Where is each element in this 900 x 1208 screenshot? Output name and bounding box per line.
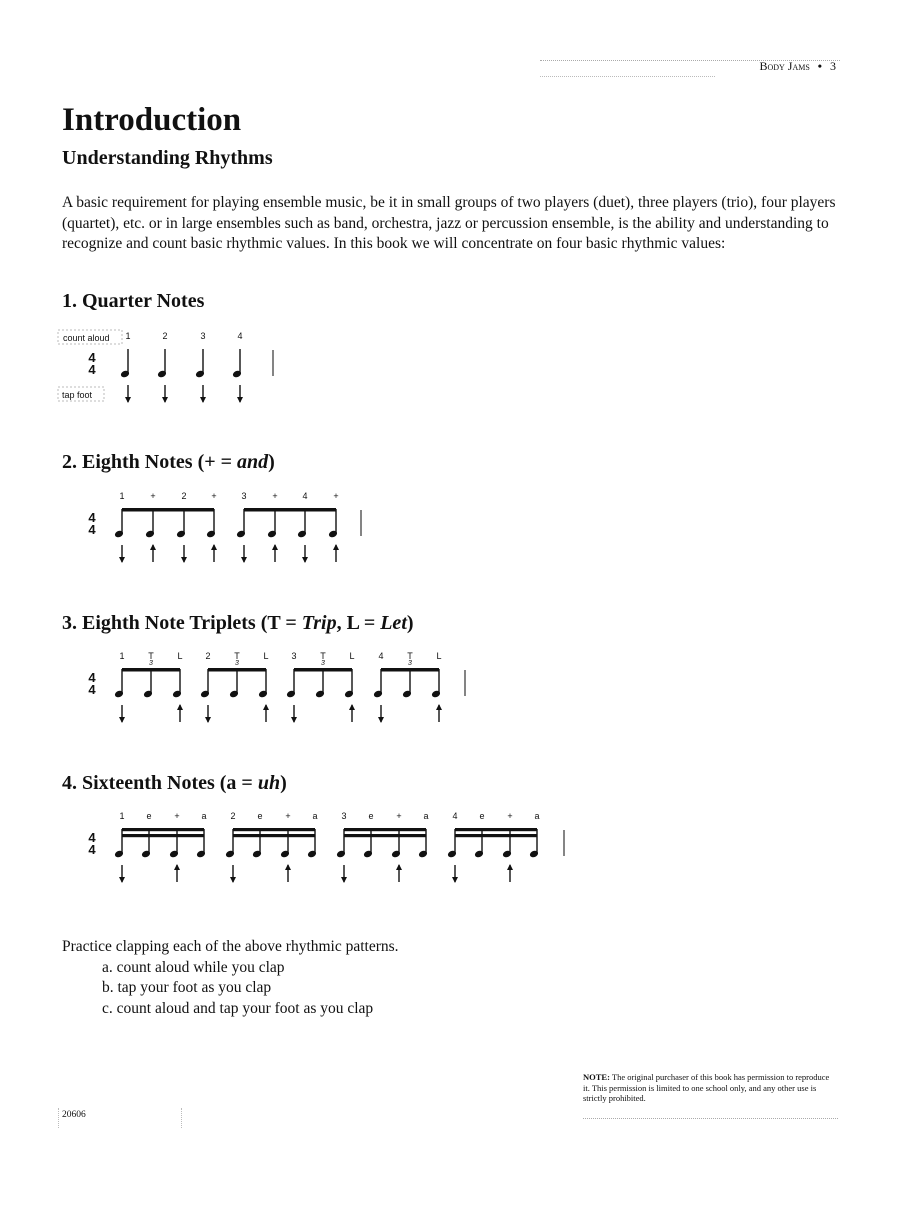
note-rule	[583, 1118, 838, 1119]
count-syllable: T	[407, 651, 413, 661]
time-signature-top: 4	[88, 350, 96, 365]
foot-tap-down-arrow	[162, 397, 168, 403]
practice-item: c. count aloud and tap your foot as you clap	[102, 999, 374, 1017]
count-syllable: 1	[125, 331, 131, 341]
time-signature-top: 4	[88, 670, 96, 685]
foot-tap-up-arrow	[285, 864, 291, 870]
sixteenth-beam-secondary	[233, 834, 315, 837]
foot-tap-up-arrow	[436, 704, 442, 710]
triplet-beam	[122, 668, 180, 672]
count-syllable: e	[146, 811, 152, 821]
foot-tap-down-arrow	[181, 557, 187, 563]
count-syllable: +	[396, 811, 402, 821]
count-syllable: 2	[205, 651, 211, 661]
foot-tap-up-arrow	[211, 544, 217, 550]
count-syllable: 4	[452, 811, 458, 821]
foot-tap-down-arrow	[341, 877, 347, 883]
time-signature-top: 4	[88, 510, 96, 525]
tuplet-number: 3	[149, 660, 153, 667]
section-title-sixteenth-notes	[62, 772, 287, 795]
foot-tap-up-arrow	[507, 864, 513, 870]
sixteenth-beam-primary	[122, 828, 204, 831]
section-title-eighth-notes	[62, 451, 275, 474]
header-rule-lower	[540, 76, 715, 77]
tuplet-number: 3	[321, 660, 325, 667]
foot-tap-down-arrow	[378, 717, 384, 723]
section-title-italic: and	[237, 451, 269, 473]
time-signature-top: 4	[88, 830, 96, 845]
tap-foot-label: tap foot	[62, 390, 93, 400]
eighth-beam	[244, 508, 336, 512]
count-syllable: L	[263, 651, 269, 661]
section-title-mid: , L =	[336, 612, 381, 634]
rhythm-sixteenth-notes	[0, 802, 900, 912]
count-syllable: 3	[291, 651, 297, 661]
section-title-text: 3. Eighth Note Triplets (T =	[62, 612, 302, 634]
count-syllable: a	[201, 811, 207, 821]
count-syllable: 1	[119, 811, 125, 821]
note-text: The original purchaser of this book has permission to reproduce it. This permission is limited to one school only, and any other use is strictly prohibited.	[583, 1072, 830, 1103]
time-signature-bottom: 4	[88, 522, 96, 537]
count-syllable: T	[234, 651, 240, 661]
count-syllable: +	[333, 491, 339, 501]
practice-intro: Practice clapping each of the above rhythmic patterns.	[62, 938, 399, 955]
count-syllable: a	[423, 811, 429, 821]
running-header	[540, 56, 840, 78]
count-syllable: 4	[237, 331, 243, 341]
foot-tap-down-arrow	[241, 557, 247, 563]
foot-tap-down-arrow	[125, 397, 131, 403]
practice-item: b. tap your foot as you clap	[102, 979, 272, 996]
sixteenth-beam-secondary	[122, 834, 204, 837]
count-syllable: a	[534, 811, 540, 821]
count-syllable: +	[272, 491, 278, 501]
count-syllable: T	[148, 651, 154, 661]
foot-tap-down-arrow	[200, 397, 206, 403]
count-syllable: 3	[200, 331, 206, 341]
foot-tap-down-arrow	[119, 877, 125, 883]
tuplet-number: 3	[235, 660, 239, 667]
count-syllable: T	[320, 651, 326, 661]
triplet-beam	[294, 668, 352, 672]
section-title-text: 4. Sixteenth Notes (a =	[62, 772, 258, 794]
section-title-text: 1. Quarter Notes	[62, 290, 205, 312]
intro-paragraph: A basic requirement for playing ensemble music, be it in small groups of two players (duet), three players (trio), four players (quartet), etc. or in large ensembles such as band, orchestra, jazz or percussion ensemble, is the ability and understanding to recognize and count basic rhythmic values. In this book we will concentrate on four basic rhythmic values:	[62, 194, 836, 252]
foot-tap-down-arrow	[119, 717, 125, 723]
triplet-beam	[381, 668, 439, 672]
section-title-triplets	[62, 612, 414, 635]
section-title-text: 2. Eighth Notes (+ =	[62, 451, 238, 473]
foot-tap-down-arrow	[119, 557, 125, 563]
count-syllable: e	[368, 811, 374, 821]
count-aloud-label: count aloud	[63, 333, 110, 343]
count-syllable: 4	[378, 651, 384, 661]
time-signature-bottom: 4	[88, 682, 96, 697]
count-syllable: e	[257, 811, 263, 821]
rhythm-eighth-triplets	[0, 642, 900, 752]
foot-tap-down-arrow	[230, 877, 236, 883]
practice-list	[62, 958, 399, 1020]
foot-tap-down-arrow	[302, 557, 308, 563]
count-syllable: +	[285, 811, 291, 821]
count-syllable: +	[174, 811, 180, 821]
sixteenth-beam-primary	[344, 828, 426, 831]
count-syllable: 4	[302, 491, 308, 501]
rhythm-eighth-notes	[0, 482, 900, 592]
foot-tap-up-arrow	[349, 704, 355, 710]
count-syllable: e	[479, 811, 485, 821]
section-title-italic-2: Let	[380, 612, 407, 634]
practice-item: a. count aloud while you clap	[102, 958, 285, 976]
sixteenth-beam-secondary	[455, 834, 537, 837]
section-title-suffix: )	[268, 451, 275, 473]
sixteenth-beam-secondary	[344, 834, 426, 837]
header-bullet: •	[817, 59, 822, 73]
copyright-note	[583, 1072, 838, 1119]
count-syllable: 2	[181, 491, 187, 501]
foot-tap-up-arrow	[396, 864, 402, 870]
foot-tap-up-arrow	[150, 544, 156, 550]
page-title: Introduction	[62, 102, 242, 138]
count-syllable: +	[211, 491, 217, 501]
triplet-beam	[208, 668, 266, 672]
count-syllable: +	[150, 491, 156, 501]
rhythm-quarter-notes	[0, 322, 900, 432]
count-syllable: 1	[119, 651, 125, 661]
foot-tap-up-arrow	[263, 704, 269, 710]
count-syllable: 2	[162, 331, 168, 341]
count-syllable: +	[507, 811, 513, 821]
count-syllable: L	[436, 651, 442, 661]
running-title: Body Jams	[759, 59, 810, 73]
practice-block	[62, 937, 399, 1019]
count-syllable: L	[349, 651, 355, 661]
section-title-italic: Trip	[301, 612, 337, 634]
note-label: NOTE:	[583, 1072, 610, 1082]
foot-tap-down-arrow	[291, 717, 297, 723]
foot-tap-up-arrow	[333, 544, 339, 550]
count-syllable: L	[177, 651, 183, 661]
section-title-suffix: )	[280, 772, 287, 794]
foot-tap-down-arrow	[205, 717, 211, 723]
foot-tap-down-arrow	[452, 877, 458, 883]
page-subtitle: Understanding Rhythms	[62, 147, 273, 169]
page-number: 3	[830, 59, 836, 73]
count-syllable: a	[312, 811, 318, 821]
foot-tap-up-arrow	[177, 704, 183, 710]
running-head	[759, 59, 836, 74]
section-title-italic: uh	[257, 772, 281, 794]
time-signature-bottom: 4	[88, 842, 96, 857]
count-syllable: 2	[230, 811, 236, 821]
count-syllable: 3	[241, 491, 247, 501]
tuplet-number: 3	[408, 660, 412, 667]
time-signature-bottom: 4	[88, 362, 96, 377]
count-syllable: 1	[119, 491, 125, 501]
sixteenth-beam-primary	[455, 828, 537, 831]
foot-tap-down-arrow	[237, 397, 243, 403]
section-title-quarter-notes	[62, 290, 204, 313]
foot-tap-up-arrow	[272, 544, 278, 550]
sixteenth-beam-primary	[233, 828, 315, 831]
section-title-suffix: )	[406, 612, 414, 634]
catalog-number: 20606	[62, 1110, 86, 1120]
eighth-beam	[122, 508, 214, 512]
foot-tap-up-arrow	[174, 864, 180, 870]
count-syllable: 3	[341, 811, 347, 821]
